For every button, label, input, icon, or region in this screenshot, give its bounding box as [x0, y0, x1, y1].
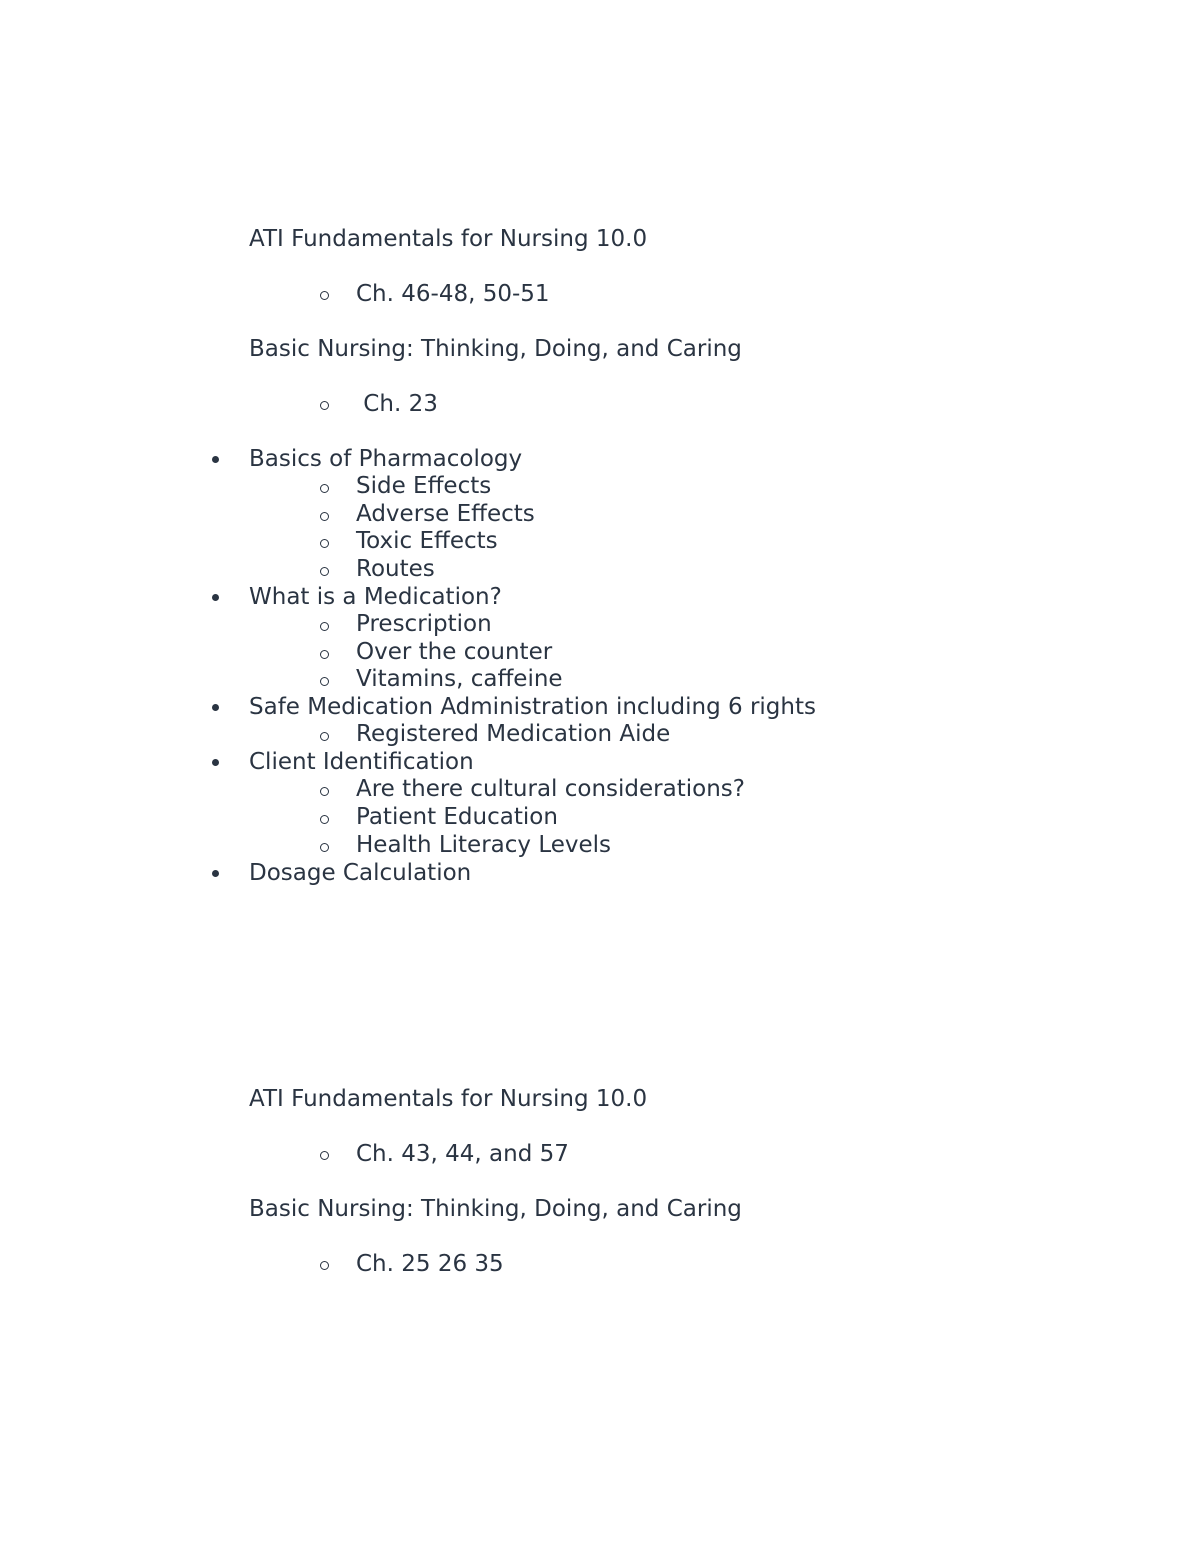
hollow-bullet-icon [320, 291, 329, 300]
section2-heading-basic-nursing: Basic Nursing: Thinking, Doing, and Caring [249, 1196, 742, 1222]
section2-heading-ati: ATI Fundamentals for Nursing 10.0 [249, 1086, 648, 1112]
bullet-icon [212, 759, 219, 766]
topic-item: Safe Medication Administration including 6 rights [249, 694, 816, 720]
subtopic-item: Prescription [356, 611, 492, 637]
hollow-bullet-icon [320, 677, 329, 686]
hollow-bullet-icon [320, 1261, 329, 1270]
bullet-icon [212, 594, 219, 601]
hollow-bullet-icon [320, 732, 329, 741]
section1-heading-basic-nursing: Basic Nursing: Thinking, Doing, and Caring [249, 336, 742, 362]
hollow-bullet-icon [320, 539, 329, 548]
bullet-icon [212, 704, 219, 711]
subtopic-item: Routes [356, 556, 435, 582]
hollow-bullet-icon [320, 401, 329, 410]
topic-item: Dosage Calculation [249, 860, 472, 886]
topic-item: What is a Medication? [249, 584, 502, 610]
topic-item: Client Identification [249, 749, 474, 775]
hollow-bullet-icon [320, 843, 329, 852]
hollow-bullet-icon [320, 650, 329, 659]
hollow-bullet-icon [320, 787, 329, 796]
subtopic-item: Adverse Effects [356, 501, 535, 527]
section2-ati-chapters: Ch. 43, 44, and 57 [356, 1141, 569, 1167]
hollow-bullet-icon [320, 1151, 329, 1160]
subtopic-item: Vitamins, caffeine [356, 666, 563, 692]
topic-item: Basics of Pharmacology [249, 446, 523, 472]
hollow-bullet-icon [320, 622, 329, 631]
subtopic-item: Health Literacy Levels [356, 832, 612, 858]
subtopic-item: Patient Education [356, 804, 558, 830]
subtopic-item: Are there cultural considerations? [356, 776, 745, 802]
section2-basic-nursing-chapters: Ch. 25 26 35 [356, 1251, 504, 1277]
hollow-bullet-icon [320, 512, 329, 521]
bullet-icon [212, 870, 219, 877]
subtopic-item: Over the counter [356, 639, 553, 665]
hollow-bullet-icon [320, 567, 329, 576]
subtopic-item: Side Effects [356, 473, 492, 499]
hollow-bullet-icon [320, 484, 329, 493]
section1-ati-chapters: Ch. 46-48, 50-51 [356, 281, 550, 307]
bullet-icon [212, 456, 219, 463]
hollow-bullet-icon [320, 815, 329, 824]
subtopic-item: Registered Medication Aide [356, 721, 671, 747]
section1-heading-ati: ATI Fundamentals for Nursing 10.0 [249, 226, 648, 252]
subtopic-item: Toxic Effects [356, 528, 498, 554]
section1-basic-nursing-chapters: Ch. 23 [356, 391, 438, 417]
